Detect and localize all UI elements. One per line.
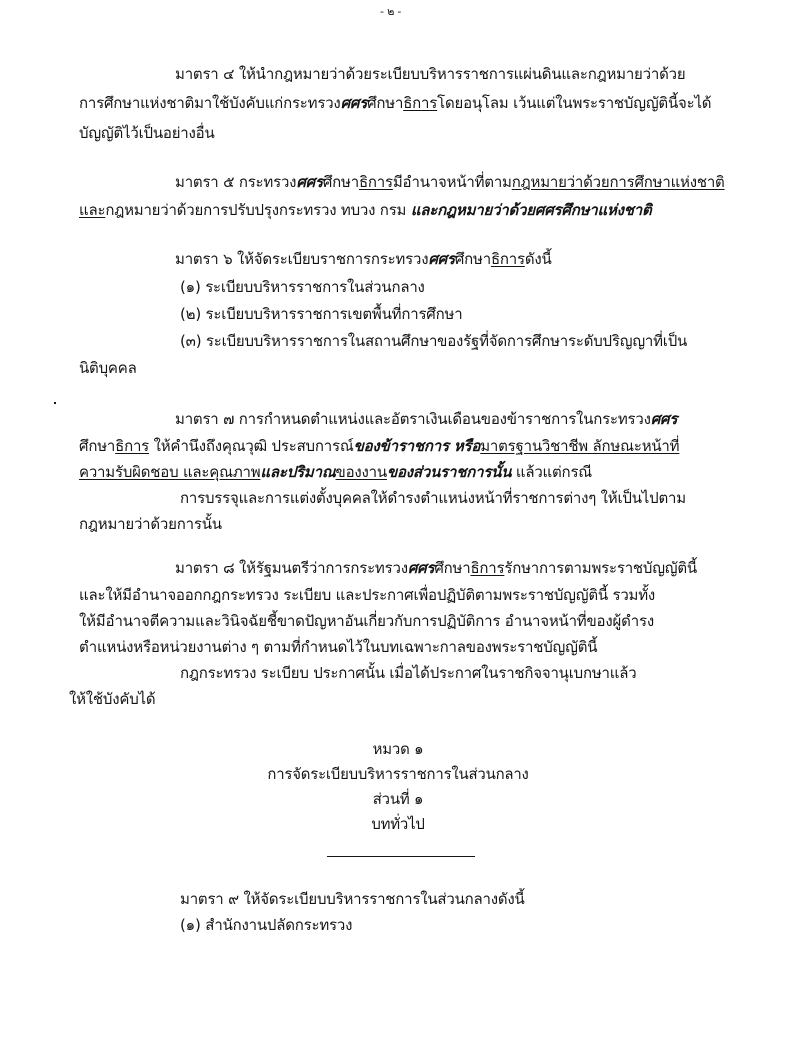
text: โดยอนุโลม เว้นแต่ในพระราชบัญญัตินี้จะได้ [437,94,712,112]
section-8-line-5: กฎกระทรวง ระเบียบ ประกาศนั้น เมื่อได้ประกาศในราชกิจจานุเบกษาแล้ว [180,664,637,682]
section-6-item-2: (๒) ระเบียบบริหารราชการเขตพื้นที่การศึกษา [180,305,463,323]
text: แล้วแต่กรณี [511,463,593,481]
text: กฎหมายว่าด้วยการปรับปรุงกระทรวง ทบวง กรม [105,201,411,219]
inserted-text: กฎหมายว่าด้วยการศึกษาแห่งชาติ [511,173,725,191]
text: มีอำนาจหน้าที่ตาม [392,173,512,191]
text: มาตรา ๘ ให้รัฐมนตรีว่าการกระทรวง [175,559,408,577]
section-4-line-3: บัญญัติไว้เป็นอย่างอื่น [79,124,215,142]
struck-text: ของข้าราชการ หรือ [353,437,481,455]
inserted-text: ธิการ [115,437,150,455]
section-7-line-5: กฎหมายว่าด้วยการนั้น [79,515,222,533]
section-8-line-4: ตำแหน่งหรือหน่วยงานต่าง ๆ ตามที่กำหนดไว้ในบทเฉพาะกาลของพระราชบัญญัตินี้ [79,638,598,656]
inserted-text: ธิการ [490,250,525,268]
section-8-line-2: และให้มีอำนาจออกกฎกระทรวง ระเบียบ และประกาศเพื่อปฏิบัติตามพระราชบัญญัตินี้ รวมทั้ง [79,586,656,604]
text: ศึกษา [322,173,359,191]
section-9-item-1: (๑) สำนักงานปลัดกระทรวง [180,916,353,934]
section-6-item-3-cont: นิติบุคคล [79,359,137,377]
struck-text: และกฎหมายว่าด้วยศศรศึกษาแห่งชาติ [410,201,652,219]
text: ศึกษา [367,94,404,112]
inserted-text: ความรับผิดชอบ และคุณภาพ [79,463,261,481]
inserted-text: ธิการ [403,94,438,112]
section-8-line-6: ให้ใช้บังคับได้ [69,690,156,708]
inserted-text: ธิการ [358,173,393,191]
text: ให้คำนึงถึงคุณวุฒิ ประสบการณ์ [149,437,354,455]
section-8-line-1 [175,558,697,578]
section-7-line-3 [79,462,592,482]
text: มาตรา ๖ ให้จัดระเบียบราชการกระทรวง [175,250,429,268]
struck-text: ศศร [340,94,368,112]
inserted-text: ของงาน [335,463,387,481]
page-number: - ๒ - [380,5,402,18]
struck-text: ศศร [407,559,435,577]
section-8-line-3: ให้มีอำนาจตีความและวินิจฉัยชี้ขาดปัญหาอันเกี่ยวกับการปฏิบัติการ อำนาจหน้าที่ของผู้ดำรง [79,612,655,630]
text: ศึกษา [434,559,471,577]
text: การศึกษาแห่งชาติมาใช้บังคับแก่กระทรวง [79,94,341,112]
section-7-line-2 [79,436,679,456]
struck-text: ศศร [428,250,455,268]
inserted-text: มาตรฐานวิชาชีพ ลักษณะหน้าที่ [480,437,680,455]
text: ศึกษา [79,437,116,455]
section-7-line-1 [175,409,677,429]
struck-text: ศศร [296,173,323,191]
section-4-line-2 [79,93,711,113]
stray-dot [54,402,56,404]
part-title: บททั่วไป [371,815,425,833]
struck-text: ศศร [650,410,678,428]
struck-text: และปริมาณ [260,463,336,481]
section-6-item-3: (๓) ระเบียบบริหารราชการในสถานศึกษาของรัฐที่จัดการศึกษาระดับปริญญาที่เป็น [180,332,688,350]
text: ศึกษา [454,250,491,268]
text: มาตรา ๕ กระทรวง [175,173,297,191]
chapter-subtitle: การจัดระเบียบบริหารราชการในส่วนกลาง [267,765,529,783]
divider [327,856,475,857]
text: ดังนี้ [524,250,552,268]
struck-text: ของส่วนราชการนั้น [386,463,512,481]
chapter-title: หมวด ๑ [372,740,424,758]
section-4-line-1: มาตรา ๔ ให้นำกฎหมายว่าด้วยระเบียบบริหารราชการแผ่นดินและกฎหมายว่าด้วย [175,65,686,83]
part-number: ส่วนที่ ๑ [372,790,424,808]
inserted-text: และ [79,201,106,219]
text: มาตรา ๗ การกำหนดตำแหน่งและอัตราเงินเดือนของข้าราชการในกระทรวง [175,410,651,428]
inserted-text: ธิการ [470,559,505,577]
section-5-line-2 [79,200,652,220]
section-5-line-1 [175,172,725,192]
text: รักษาการตามพระราชบัญญัตินี้ [504,559,697,577]
section-6-line-1 [175,249,552,269]
section-9-line-1: มาตรา ๙ ให้จัดระเบียบบริหารราชการในส่วนกลางดังนี้ [180,890,525,908]
section-6-item-1: (๑) ระเบียบบริหารราชการในส่วนกลาง [180,278,425,296]
section-7-line-4: การบรรจุและการแต่งตั้งบุคคลให้ดำรงตำแหน่งหน้าที่ราชการต่างๆ ให้เป็นไปตาม [180,489,686,507]
